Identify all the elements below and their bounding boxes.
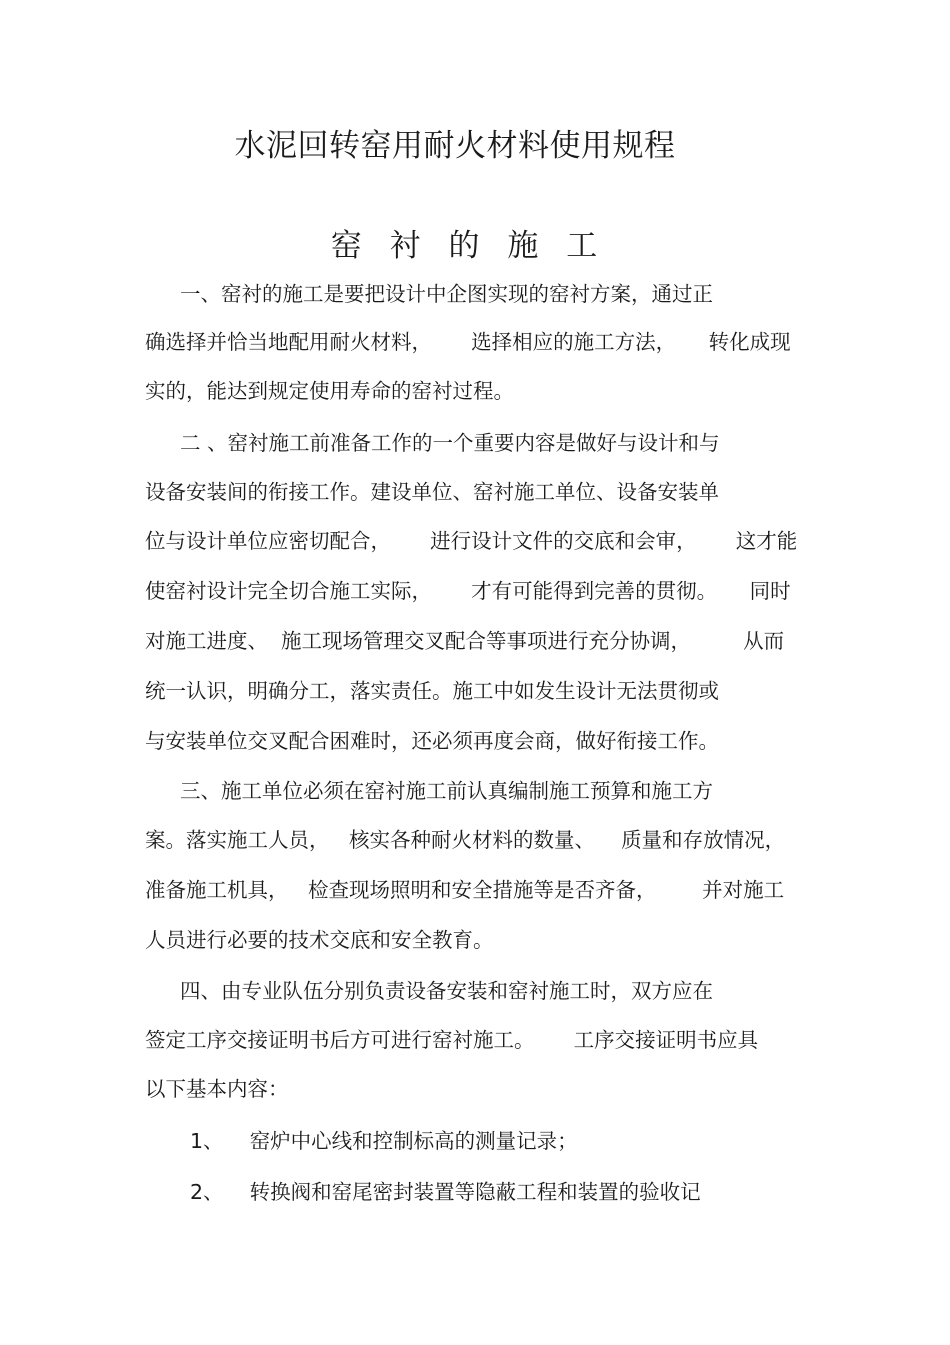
paragraph-line: 对施工进度、 施工现场管理交叉配合等事项进行充分协调， 从而 [145, 629, 785, 653]
paragraph-line: 二 、窑衬施工前准备工作的一个重要内容是做好与设计和与 [180, 431, 720, 455]
paragraph-line: 案。落实施工人员， 核实各种耐火材料的数量、 质量和存放情况， [145, 828, 786, 852]
paragraph-line: 与安装单位交叉配合困难时，还必须再度会商，做好衔接工作。 [145, 729, 719, 753]
list-item: 1、 窑炉中心线和控制标高的测量记录； [190, 1129, 578, 1153]
paragraph-line: 三、施工单位必须在窑衬施工前认真编制施工预算和施工方 [180, 779, 713, 803]
document-title: 水泥回转窑用耐火材料使用规程 [234, 128, 676, 164]
paragraph-line: 统一认识，明确分工，落实责任。施工中如发生设计无法贯彻或 [145, 679, 719, 703]
paragraph-line: 以下基本内容： [145, 1077, 289, 1101]
paragraph-line: 设备安装间的衔接工作。建设单位、窑衬施工单位、设备安装单 [145, 480, 719, 504]
paragraph-line: 四、由专业队伍分别负责设备安装和窑衬施工时，双方应在 [180, 979, 713, 1003]
paragraph-line: 位与设计单位应密切配合， 进行设计文件的交底和会审， 这才能 [145, 529, 798, 553]
paragraph-line: 实的，能达到规定使用寿命的窑衬过程。 [145, 379, 514, 403]
paragraph-line: 人员进行必要的技术交底和安全教育。 [145, 928, 494, 952]
paragraph-line: 一、窑衬的施工是要把设计中企图实现的窑衬方案，通过正 [180, 282, 713, 306]
paragraph-line: 确选择并恰当地配用耐火材料， 选择相应的施工方法， 转化成现 [145, 330, 791, 354]
section-heading: 窑 衬 的 施 工 [330, 228, 598, 264]
list-item: 2、 转换阀和窑尾密封装置等隐蔽工程和装置的验收记 [190, 1180, 701, 1204]
paragraph-line: 准备施工机具， 检查现场照明和安全措施等是否齐备， 并对施工 [145, 878, 785, 902]
paragraph-line: 使窑衬设计完全切合施工实际， 才有可能得到完善的贯彻。 同时 [145, 579, 791, 603]
paragraph-line: 签定工序交接证明书后方可进行窑衬施工。 工序交接证明书应具 [145, 1028, 759, 1052]
